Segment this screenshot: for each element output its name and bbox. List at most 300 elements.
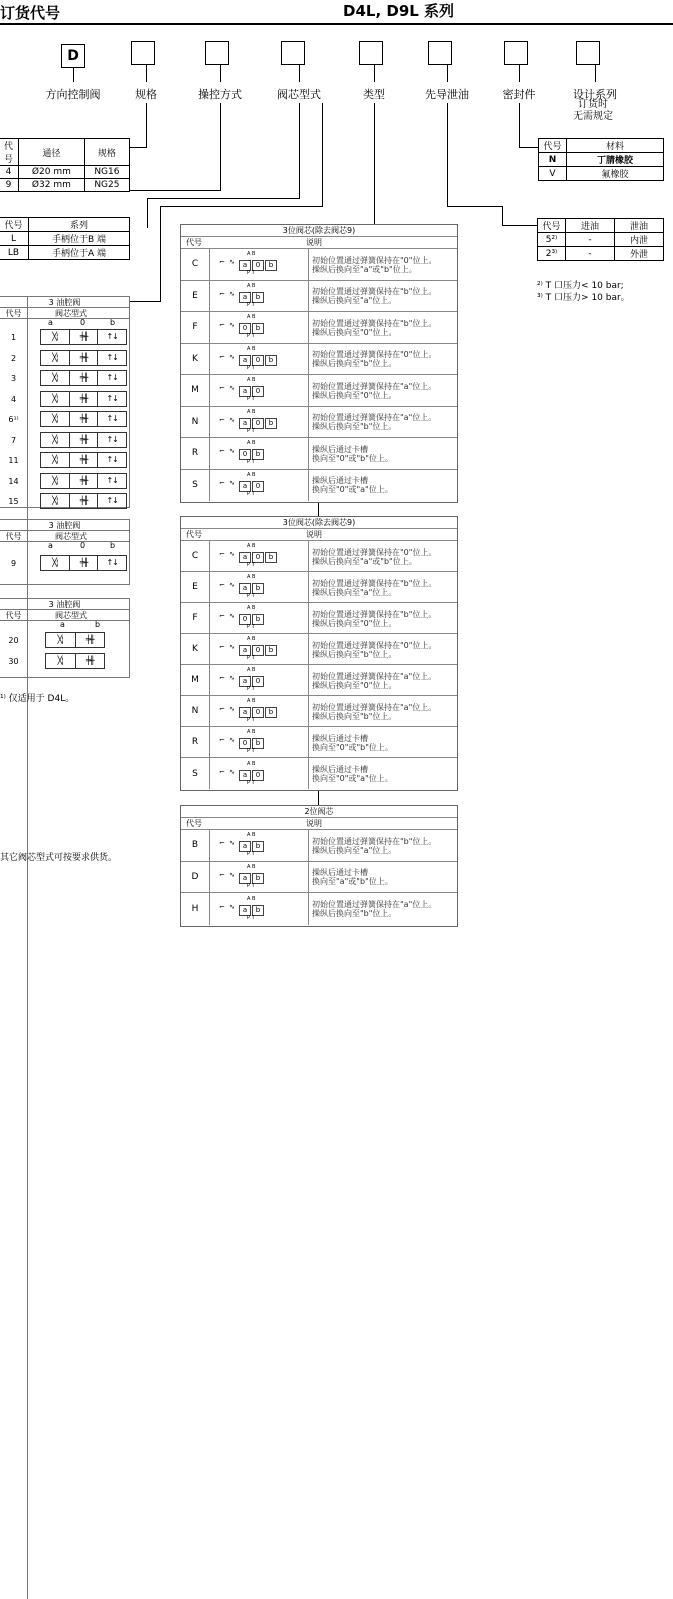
valve-symbol xyxy=(217,377,297,403)
position-label: 0 xyxy=(80,541,86,550)
symbol-cell: ╪╫ xyxy=(70,351,99,365)
port-label: P T xyxy=(247,333,255,340)
port-label: P T xyxy=(247,748,255,754)
spool-row xyxy=(181,758,457,789)
cell: 氟橡胶 xyxy=(567,167,664,181)
desc-line: 操纵后换向至"b"位上。 xyxy=(312,711,397,721)
spool-code: R xyxy=(181,438,210,469)
lever-icon: ⌐ xyxy=(219,581,225,589)
spool-row xyxy=(181,344,457,376)
col-header: 代号 xyxy=(0,139,19,166)
spool-cell: 0 xyxy=(252,386,264,397)
spool-desc xyxy=(312,548,436,566)
desc-line: 操纵后换向至"a"位上。 xyxy=(312,587,397,597)
desc-line: 初始位置通过弹簧保持在"0"位上。 xyxy=(312,547,437,557)
cell: 5²⁾ xyxy=(538,233,566,247)
position-label: a xyxy=(60,620,65,629)
valve-symbol xyxy=(217,282,297,308)
spring-icon: ∿ xyxy=(229,479,235,488)
spool-symbol xyxy=(211,281,309,312)
col-type: 阀芯型式 xyxy=(55,532,87,541)
col-header: 通径 xyxy=(19,139,85,166)
symbol-cell: ╳¦ xyxy=(41,474,70,488)
spool-cell: 0 xyxy=(252,355,264,366)
spool-code: 7 xyxy=(10,435,17,445)
spool-symbol xyxy=(211,541,309,571)
spool-code: N xyxy=(181,696,210,726)
spool-desc xyxy=(312,900,436,918)
lever-icon: ⌐ xyxy=(219,321,225,330)
port-label: A B xyxy=(247,251,256,258)
spool-symbol xyxy=(211,572,309,602)
connector xyxy=(519,103,520,147)
desc-line: 操纵后换向至"0"位上。 xyxy=(312,618,397,628)
cell: LB xyxy=(0,246,29,260)
spool-cell: 0 xyxy=(239,323,251,334)
spool-cell: b xyxy=(252,614,264,625)
desc-line: 操纵后换向至"a"位上。 xyxy=(312,296,397,306)
position-label: b xyxy=(110,318,116,327)
cell: 4 xyxy=(0,166,19,179)
cavity-row xyxy=(0,651,129,672)
spool-desc xyxy=(312,672,436,690)
spool-cell: b xyxy=(265,552,277,563)
cavity-row xyxy=(0,492,129,513)
code-box-label: 密封件 xyxy=(502,88,536,101)
cell: NG25 xyxy=(84,179,129,192)
symbol-cell: ↑↓ xyxy=(106,393,118,403)
header-rule xyxy=(0,23,673,25)
port-label: A B xyxy=(247,760,256,767)
spring-icon: ∿ xyxy=(229,289,235,298)
port-label: A B xyxy=(247,667,256,673)
desc-line: 初始位置通过弹簧保持在"a"位上。 xyxy=(312,413,437,423)
cell: 9 xyxy=(0,179,19,192)
position-label: b xyxy=(95,620,101,629)
spool-cell: a xyxy=(239,260,251,271)
lever-icon: ⌐ xyxy=(219,870,225,879)
spool-cell: a xyxy=(239,552,251,563)
position-label: a xyxy=(48,318,53,327)
panel-title: 3位阀芯(除去阀芯9) xyxy=(181,225,457,237)
spool-code: K xyxy=(181,634,210,664)
spool-code: M xyxy=(181,665,210,695)
spool-symbol xyxy=(40,452,127,468)
code-box-label: 类型 xyxy=(363,88,385,101)
port-label: A B xyxy=(247,440,256,447)
port-label: A B xyxy=(247,345,256,352)
spool-cell: 0 xyxy=(252,770,264,781)
spring-icon: ∿ xyxy=(229,736,235,744)
spring-icon: ∿ xyxy=(229,581,235,589)
spool-cell: b xyxy=(252,583,264,594)
spring-icon: ∿ xyxy=(229,384,235,393)
symbol-cell: ╪╫ xyxy=(70,371,99,385)
valve-symbol xyxy=(217,251,297,277)
spool-row xyxy=(181,281,457,313)
symbol-cell: ↑↓ xyxy=(106,434,118,444)
code-box-label: 规格 xyxy=(135,88,157,101)
spool-cell: a xyxy=(239,841,251,852)
port-label: A B xyxy=(247,282,256,289)
lever-icon: ⌐ xyxy=(219,550,225,558)
spool-code: K xyxy=(181,344,210,375)
valve-symbol xyxy=(217,729,297,754)
spool-symbol xyxy=(40,391,127,407)
desc-line: 操纵后换向至"a"或"b"位上。 xyxy=(312,264,417,274)
spool-code: 3 xyxy=(10,374,17,384)
valve-symbol xyxy=(217,863,297,889)
valve-symbol xyxy=(217,605,297,630)
symbol-cell: ╳¦ xyxy=(41,494,70,508)
connector xyxy=(160,206,161,302)
valve-symbol xyxy=(217,543,297,568)
page-title: 订货代号 xyxy=(0,4,61,22)
port-label: P T xyxy=(247,562,255,568)
valve-symbol xyxy=(217,832,297,858)
spool-cell: b xyxy=(265,355,277,366)
symbol-cell: ╳¦ xyxy=(41,556,70,570)
cell: - xyxy=(566,233,615,247)
port-label: A B xyxy=(247,472,256,479)
symbol-cell: ╳¦ xyxy=(41,412,70,426)
lever-icon: ⌐ xyxy=(219,612,225,620)
code-box-label: 阀芯型式 xyxy=(277,88,321,101)
spool-symbol xyxy=(211,665,309,695)
lever-icon: ⌐ xyxy=(219,289,225,298)
symbol-cell: ╪╫ xyxy=(70,556,99,570)
spring-icon: ∿ xyxy=(229,550,235,558)
spool-symbol xyxy=(40,493,127,509)
symbol-cell: ╳¦ xyxy=(41,433,70,447)
spool-code: D xyxy=(181,862,210,893)
symbol-cell: ╪╫ xyxy=(85,634,94,644)
cell: 2³⁾ xyxy=(538,247,566,261)
desc-line: 操纵后换向至"b"位上。 xyxy=(312,359,397,369)
port-label: P T xyxy=(247,270,255,277)
code-box-label: 先导泄油 xyxy=(425,88,469,101)
design-series-note xyxy=(573,99,613,123)
desc-line: 换向至"a"或"b"位上。 xyxy=(312,877,393,887)
spool-cell: 0 xyxy=(252,676,264,687)
desc-line: 初始位置通过弹簧保持在"a"位上。 xyxy=(312,899,437,909)
spool-symbol xyxy=(211,344,309,375)
spool-cell: a xyxy=(239,905,251,916)
port-label: A B xyxy=(247,895,256,902)
port-label: A B xyxy=(247,377,256,384)
connector xyxy=(447,103,448,206)
spool-symbol xyxy=(211,696,309,726)
connector xyxy=(318,502,319,516)
desc-line: 初始位置通过弹簧保持在"a"位上。 xyxy=(312,671,437,681)
symbol-cell: ↑↓ xyxy=(106,332,118,342)
symbol-cell: ╳¦ xyxy=(41,330,70,344)
seal-table xyxy=(538,138,664,181)
col-header: 泄油 xyxy=(615,219,664,233)
spool-row xyxy=(181,665,457,696)
col-divider xyxy=(27,599,28,1599)
cavity-table-1 xyxy=(0,296,130,508)
code-box[interactable] xyxy=(205,41,229,65)
cell: 丁腈橡胶 xyxy=(567,153,664,167)
spool-code: B xyxy=(181,830,210,861)
code-box[interactable] xyxy=(428,41,452,65)
symbol-cell: ╳¦ xyxy=(41,392,70,406)
col-header: 材料 xyxy=(567,139,664,153)
spool-cell: a xyxy=(239,707,251,718)
box-stem xyxy=(447,65,448,82)
code-box[interactable] xyxy=(359,41,383,65)
port-label: P T xyxy=(247,301,255,308)
lever-icon: ⌐ xyxy=(219,258,225,267)
spool-row xyxy=(181,862,457,894)
valve-symbol xyxy=(217,440,297,466)
cell: N xyxy=(539,153,567,167)
col-type: 阀芯型式 xyxy=(55,611,87,620)
spool-code: M xyxy=(181,375,210,406)
spool-cell: a xyxy=(239,355,251,366)
port-label: P T xyxy=(247,459,255,466)
cell: Ø20 mm xyxy=(19,166,85,179)
desc-line: 初始位置通过弹簧保持在"b"位上。 xyxy=(312,836,437,846)
size-table xyxy=(0,138,130,192)
spool-code: 6¹⁾ xyxy=(8,415,19,425)
port-label: P T xyxy=(247,655,255,661)
spool-symbol xyxy=(40,350,127,366)
col-header: 代号 xyxy=(539,139,567,153)
spool-symbol xyxy=(40,555,127,571)
connector xyxy=(130,301,161,302)
col-code: 代号 xyxy=(186,530,202,539)
connector xyxy=(220,103,221,190)
spool-cell: 0 xyxy=(239,738,251,749)
spring-icon: ∿ xyxy=(229,447,235,456)
spool-symbol xyxy=(211,470,309,502)
spool-cell: b xyxy=(265,707,277,718)
spool-desc xyxy=(312,350,436,368)
code-box[interactable] xyxy=(131,41,155,65)
connector xyxy=(322,103,323,206)
valve-symbol xyxy=(217,895,297,921)
spool-desc xyxy=(312,319,436,337)
lever-icon: ⌐ xyxy=(219,643,225,651)
spool-desc xyxy=(312,256,436,274)
spool-row xyxy=(181,375,457,407)
col-type: 阀芯型式 xyxy=(55,309,87,318)
cavity-table-2 xyxy=(0,519,130,585)
code-box[interactable] xyxy=(576,41,600,65)
panel-header xyxy=(181,818,457,830)
spool-row xyxy=(181,727,457,758)
spool-cell: 0 xyxy=(252,707,264,718)
cavity-table-3 xyxy=(0,598,130,678)
cavity-row xyxy=(0,451,129,472)
spool-code: 30 xyxy=(8,656,19,666)
spool-cell: a xyxy=(239,418,251,429)
spool-desc xyxy=(312,765,393,783)
symbol-cell: ╪╫ xyxy=(70,474,99,488)
symbol-cell: ↑↓ xyxy=(106,558,118,567)
col-desc: 说明 xyxy=(306,238,322,247)
drain-table xyxy=(537,218,664,261)
symbol-cell: ╳¦ xyxy=(46,654,76,668)
valve-symbol xyxy=(217,345,297,371)
symbol-cell: ╳¦ xyxy=(46,633,76,647)
col-code: 代号 xyxy=(186,238,202,247)
port-label: P T xyxy=(247,882,255,889)
spool-cell: a xyxy=(239,386,251,397)
code-box[interactable] xyxy=(281,41,305,65)
spool-code: H xyxy=(181,893,210,925)
position-label: 0 xyxy=(80,318,86,327)
valve-symbol xyxy=(217,472,297,498)
port-label: P T xyxy=(247,593,255,599)
cell: 外泄 xyxy=(615,247,664,261)
spool-desc xyxy=(312,579,436,597)
col-code: 代号 xyxy=(5,532,22,541)
col-header: 进油 xyxy=(566,219,615,233)
col-code: 代号 xyxy=(5,611,22,620)
spring-icon: ∿ xyxy=(229,870,235,879)
port-label: A B xyxy=(247,314,256,321)
spool-symbol xyxy=(211,862,309,893)
spool-desc xyxy=(312,641,436,659)
spool-symbol xyxy=(211,603,309,633)
spool-symbol xyxy=(45,653,105,669)
cavity-row xyxy=(0,369,129,390)
spool-cell: b xyxy=(252,905,264,916)
spool-code: R xyxy=(181,727,210,757)
desc-line: 操纵后换向至"b"位上。 xyxy=(312,649,397,659)
port-label: P T xyxy=(247,624,255,630)
spool-cell: 0 xyxy=(239,614,251,625)
lever-icon: ⌐ xyxy=(219,705,225,713)
cavity-title: 3 油腔阀 xyxy=(0,599,129,610)
position-labels xyxy=(0,621,129,630)
drain-notes xyxy=(537,280,630,304)
cell: 内泄 xyxy=(615,233,664,247)
symbol-cell: ↑↓ xyxy=(106,414,118,424)
code-box[interactable] xyxy=(504,41,528,65)
spool-row xyxy=(181,407,457,439)
spool-desc xyxy=(312,445,393,463)
code-box-label: 操控方式 xyxy=(198,88,242,101)
box-stem xyxy=(519,65,520,82)
spool-cell: 0 xyxy=(252,552,264,563)
panel-header xyxy=(181,529,457,541)
spool-code: E xyxy=(181,281,210,312)
port-label: P T xyxy=(247,491,255,498)
spool-cell: 0 xyxy=(252,481,264,492)
port-label: P T xyxy=(247,779,255,786)
lever-icon: ⌐ xyxy=(219,902,225,911)
desc-line: 操纵后换向至"b"位上。 xyxy=(312,908,397,918)
position-labels xyxy=(0,542,129,551)
spool-code: 2 xyxy=(10,353,17,363)
spool-desc xyxy=(312,476,393,494)
spool-row xyxy=(181,541,457,572)
spool-cell: 0 xyxy=(252,418,264,429)
spool-code: 11 xyxy=(8,456,19,466)
port-label: P T xyxy=(247,396,255,403)
spool-row xyxy=(181,830,457,862)
connector xyxy=(374,103,375,224)
spool-cell: b xyxy=(252,738,264,749)
box-stem xyxy=(73,68,74,82)
note-line: 订货时 xyxy=(578,99,608,110)
symbol-cell: ╪╫ xyxy=(70,412,99,426)
spool-code: 20 xyxy=(8,635,19,645)
spool-cell: a xyxy=(239,873,251,884)
other-spool-note: 其它阀芯型式可按要求供货。 xyxy=(0,853,118,863)
spool-code: E xyxy=(181,572,210,602)
lever-icon: ⌐ xyxy=(219,447,225,456)
spool-code: F xyxy=(181,312,210,343)
spool-cell: a xyxy=(239,770,251,781)
port-label: A B xyxy=(247,698,256,704)
spool-desc xyxy=(312,734,393,752)
cell: L xyxy=(0,232,29,246)
desc-line: 换向至"0"或"b"位上。 xyxy=(312,453,393,463)
col-code: 代号 xyxy=(5,309,22,318)
desc-line: 操纵后换向至"a"位上。 xyxy=(312,845,397,855)
spool-cell: a xyxy=(239,583,251,594)
cell: 手柄位于B 端 xyxy=(29,232,130,246)
desc-line: 初始位置通过弹簧保持在"b"位上。 xyxy=(312,578,437,588)
spool-row xyxy=(181,572,457,603)
symbol-cell: ↑↓ xyxy=(106,496,118,506)
valve-symbol xyxy=(217,314,297,340)
spool-panel-3pos-1 xyxy=(180,224,458,503)
spool-symbol xyxy=(211,634,309,664)
spool-row xyxy=(181,603,457,634)
connector xyxy=(502,206,503,226)
cavity-row xyxy=(0,630,129,651)
spool-symbol xyxy=(40,432,127,448)
desc-line: 换向至"0"或"a"位上。 xyxy=(312,485,393,495)
spool-panel-2pos xyxy=(180,805,458,927)
spool-code: 1 xyxy=(10,333,17,343)
cavity-row xyxy=(0,349,129,370)
cell: NG16 xyxy=(84,166,129,179)
desc-line: 操纵后换向至"a"或"b"位上。 xyxy=(312,556,417,566)
cavity-title: 3 油腔阀 xyxy=(0,297,129,308)
drain-note: ³⁾ T 口压力> 10 bar。 xyxy=(537,293,630,303)
spring-icon: ∿ xyxy=(229,767,235,776)
spool-symbol xyxy=(40,329,127,345)
position-labels xyxy=(0,319,129,328)
lever-icon: ⌐ xyxy=(219,839,225,848)
cell: Ø32 mm xyxy=(19,179,85,192)
valve-symbol xyxy=(217,760,297,786)
panel-title: 2位阀芯 xyxy=(181,806,457,818)
box-stem xyxy=(374,65,375,82)
spool-code: 4 xyxy=(10,394,17,404)
spool-cell: b xyxy=(252,449,264,460)
connector xyxy=(160,206,323,207)
symbol-cell: ╳¦ xyxy=(41,453,70,467)
desc-line: 初始位置通过弹簧保持在"b"位上。 xyxy=(312,287,437,297)
spool-cell: 0 xyxy=(252,260,264,271)
code-box[interactable]: D xyxy=(61,44,85,68)
spring-icon: ∿ xyxy=(229,612,235,620)
footnote: ¹⁾ 仅适用于 D4L。 xyxy=(0,694,75,704)
port-label: A B xyxy=(247,408,256,415)
box-stem xyxy=(146,65,147,82)
spool-cell: b xyxy=(265,418,277,429)
position-label: b xyxy=(110,541,116,550)
cell: 手柄位于A 端 xyxy=(29,246,130,260)
